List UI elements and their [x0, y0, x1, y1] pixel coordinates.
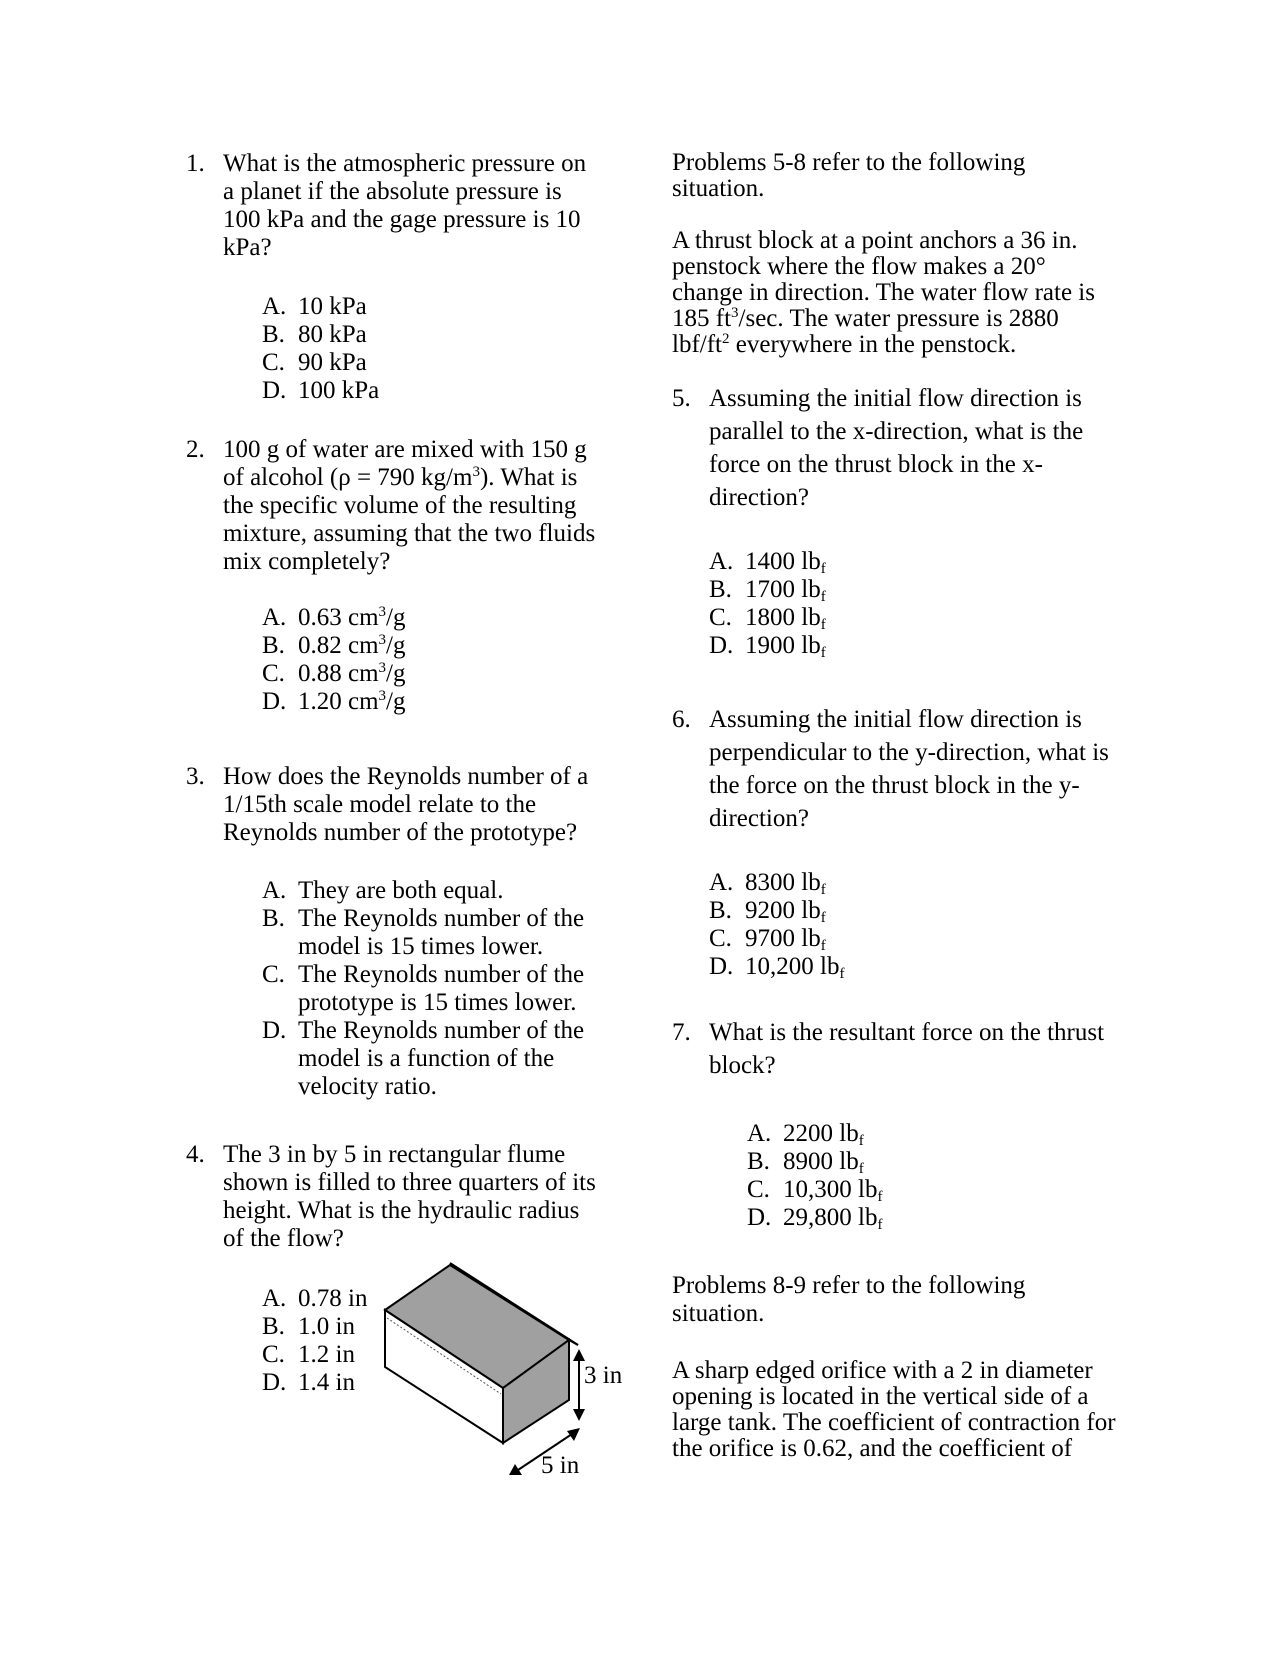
option-1c: C. 90 kPa: [262, 349, 367, 376]
option-7d: D. 29,800 $lb_f$: [747, 1204, 883, 1233]
question-5-text: Assuming the initial flow direction is parallel to the x-direction, what is the force on the thrust block in the x-direction?: [709, 385, 1084, 511]
flume-figure: [370, 1250, 640, 1490]
option-3a: A. They are both equal.: [262, 877, 504, 904]
option-5b: B. 1700 $lb_f$: [709, 576, 826, 605]
question-1-options: [262, 293, 562, 405]
question-6-number: 6.: [672, 706, 691, 733]
height-label: 3 in: [584, 1362, 623, 1389]
question-3-number: 3.: [186, 763, 205, 790]
option-1b: B. 80 kPa: [262, 321, 367, 348]
option-6b: B. 9200 $lb_f$: [709, 897, 826, 926]
option-1a: A. 10 kPa: [262, 293, 367, 320]
flume-wall-edge: [569, 1340, 578, 1345]
option-7b: B. 8900 $lb_f$: [747, 1148, 864, 1177]
option-7c: C. 10,300 $lb_f$: [747, 1176, 883, 1205]
option-6d: D. 10,200 $lb_f$: [709, 953, 845, 982]
width-arrow-head-right: [567, 1428, 580, 1441]
question-7-number: 7.: [672, 1019, 691, 1046]
option-4b: B. 1.0 in: [262, 1313, 355, 1340]
question-4-text: The 3 in by 5 in rectangular flume shown is filled to three quarters of its height. What is the hydraulic radius of the flow?: [223, 1141, 596, 1252]
question-7-text: What is the resultant force on the thrust block?: [709, 1019, 1105, 1079]
intro-problems-8-9: Problems 8-9 refer to the following situation.: [672, 1272, 1026, 1327]
option-2a: A. 0.63 $cm^3/g$: [262, 604, 406, 631]
situation-5-8: A thrust block at a point anchors a 36 in. penstock where the flow makes a 20° change in direction. The water flow rate is 185 $ft^3/\sec$. The water pressure is 2880 lbf/$ft^2$ everywhere in the penstock.: [672, 227, 1095, 358]
question-4-number: 4.: [186, 1141, 205, 1168]
option-7a: A. 2200 $lb_f$: [747, 1120, 864, 1149]
question-1-text: What is the atmospheric pressure on a planet if the absolute pressure is 100 kPa and the gage pressure is 10 kPa?: [223, 150, 587, 261]
option-6c: C. 9700 $lb_f$: [709, 925, 826, 954]
intro-problems-5-8: Problems 5-8 refer to the following situation.: [672, 149, 1026, 202]
situation-8-9: A sharp edged orifice with a 2 in diameter opening is located in the vertical side of a large tank. The coefficient of contraction for the orifice is 0.62, and the coefficient of: [672, 1357, 1116, 1462]
option-3c: C. The Reynolds number of the prototype is 15 times lower.: [262, 961, 585, 1016]
question-6-text: Assuming the initial flow direction is perpendicular to the y-direction, what is the force on the thrust block in the y-direction?: [709, 706, 1109, 832]
question-3-text: How does the Reynolds number of a 1/15th scale model relate to the Reynolds number of the prototype?: [223, 763, 589, 846]
option-6a: A. 8300 $lb_f$: [709, 869, 826, 898]
question-1-number: 1.: [186, 150, 205, 177]
height-arrow-down-head: [573, 1409, 585, 1421]
width-label: 5 in: [541, 1452, 580, 1479]
question-5-options: [709, 548, 909, 660]
question-7-options: [747, 1120, 947, 1232]
option-4a: A. 0.78 in: [262, 1285, 368, 1312]
option-2b: B. 0.82 $cm^3/g$: [262, 632, 406, 659]
option-4c: C. 1.2 in: [262, 1341, 355, 1368]
option-5d: D. 1900 $lb_f$: [709, 632, 826, 661]
option-3d: D. The Reynolds number of the model is a function of the velocity ratio.: [262, 1017, 585, 1100]
height-arrow-up-head: [573, 1349, 585, 1361]
question-2-number: 2.: [186, 436, 205, 463]
option-3b: B. The Reynolds number of the model is 15 times lower.: [262, 905, 585, 960]
question-3-options: [262, 877, 592, 1101]
option-4d: D. 1.4 in: [262, 1369, 355, 1396]
question-2-options: [262, 604, 562, 716]
option-2c: C. 0.88 $cm^3/g$: [262, 660, 406, 687]
option-2d: D. 1.20 $cm^3/g$: [262, 688, 406, 715]
question-2-text: 100 g of water are mixed with 150 g of alcohol (ρ = 790 $kg/m^3$). What is the specific volume of the resulting mixture, assuming that the two fluids mix completely?: [223, 436, 596, 575]
option-5a: A. 1400 $lb_f$: [709, 548, 826, 577]
question-5-number: 5.: [672, 385, 691, 412]
option-5c: C. 1800 $lb_f$: [709, 604, 826, 633]
option-1d: D. 100 kPa: [262, 377, 380, 404]
question-6-options: [709, 869, 909, 981]
